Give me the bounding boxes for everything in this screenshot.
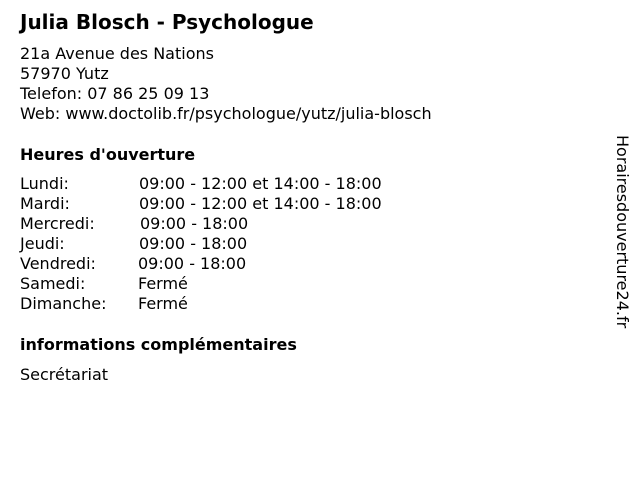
- day-label: Vendredi:: [20, 254, 96, 273]
- additional-info-text: Secrétariat: [20, 365, 109, 384]
- postal-city: 57970 Yutz: [20, 64, 109, 83]
- time-value: 09:00 - 18:00: [139, 234, 248, 253]
- phone-number: Telefon: 07 86 25 09 13: [20, 84, 210, 103]
- address-block: [20, 44, 432, 124]
- time-value: 09:00 - 18:00: [140, 214, 249, 233]
- time-value: 09:00 - 18:00: [138, 254, 247, 273]
- site-watermark: Horairesdouverture24.fr: [613, 135, 632, 329]
- day-label: Mardi:: [20, 194, 70, 213]
- day-label: Jeudi:: [20, 234, 65, 253]
- website-link[interactable]: Web: www.doctolib.fr/psychologue/yutz/julia-blosch: [20, 104, 432, 123]
- business-title: Julia Blosch - Psychologue: [20, 10, 314, 34]
- day-label: Dimanche:: [20, 294, 107, 313]
- time-value: 09:00 - 12:00 et 14:00 - 18:00: [139, 174, 382, 193]
- time-value: Fermé: [138, 274, 188, 293]
- time-value: 09:00 - 12:00 et 14:00 - 18:00: [139, 194, 382, 213]
- time-value: Fermé: [138, 294, 188, 313]
- day-label: Samedi:: [20, 274, 86, 293]
- day-label: Lundi:: [20, 174, 69, 193]
- opening-hours-heading: Heures d'ouverture: [20, 145, 196, 164]
- street-address: 21a Avenue des Nations: [20, 44, 214, 63]
- additional-info-heading: informations complémentaires: [20, 335, 297, 354]
- day-label: Mercredi:: [20, 214, 95, 233]
